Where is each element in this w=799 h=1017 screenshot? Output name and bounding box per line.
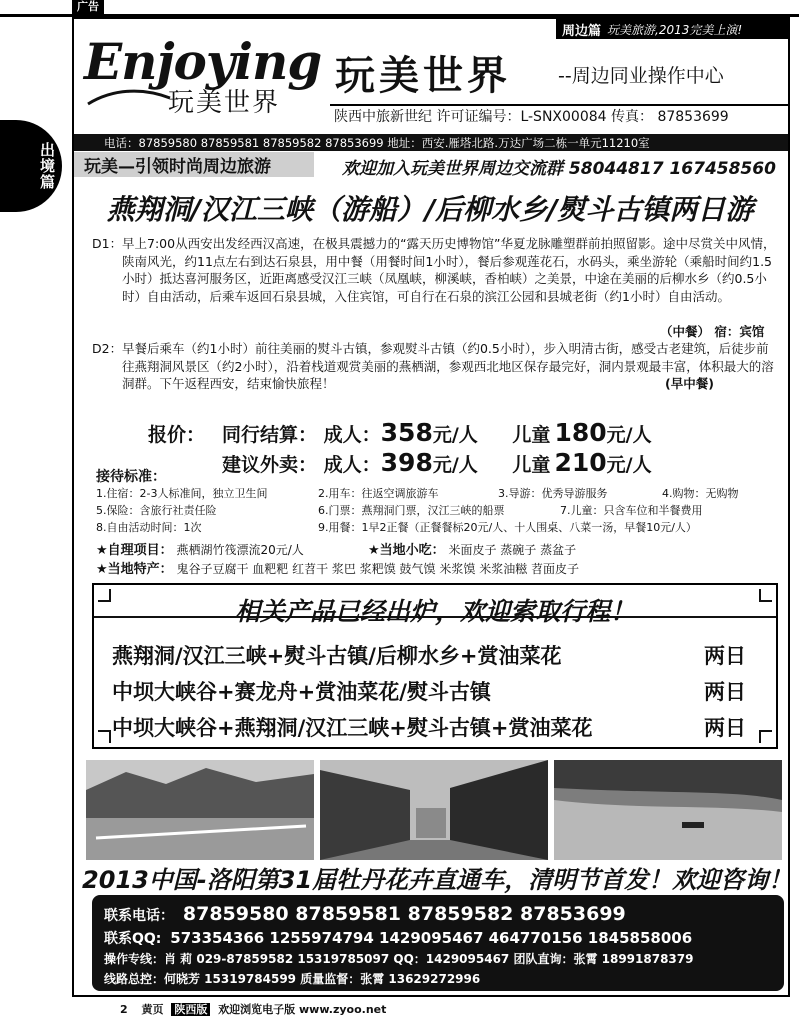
price-trade-type: 同行结算： (222, 424, 318, 446)
contact-operations-line: 操作专线：肖 莉 029-87859582 15319785097 QQ：1429095467 团队直询：张霄 18991878379 (104, 952, 694, 966)
standard-item: 1.住宿：2-3人标准间，独立卫生间 (96, 487, 268, 500)
price-unit: 元/人 (606, 454, 652, 476)
price-row-retail (222, 448, 652, 477)
footer-text[interactable]: 欢迎浏览电子版 www.zyoo.net (218, 1003, 387, 1016)
top-bar (0, 0, 799, 17)
series-label: 周边篇 (562, 23, 602, 39)
logo-script: Enjoying (84, 32, 322, 91)
day2-text: 早餐后乘车（约1小时）前往美丽的熨斗古镇，参观熨斗古镇（约0.5小时），步入明清古街，感受古老建筑，后徒步前往燕翔洞风景区（约2小时），沿着栈道观赏美丽的燕栖湖，参观西北地区保存最完好，洞内景观最丰富，体积最大的溶洞群。下午返程西安，结束愉快旅程！ (122, 341, 774, 391)
self-pay-line (96, 542, 304, 559)
contact-qq-line (104, 928, 692, 948)
logo-subtitle: 玩美世界 (168, 88, 281, 118)
snacks-line (368, 542, 576, 559)
day1-meal: （中餐） 宿：宾馆 (660, 324, 765, 339)
related-item-days: 两日 (704, 716, 746, 740)
contact-phone-label: 联系电话： (104, 908, 174, 924)
series-bar (556, 19, 788, 39)
price-adult-label: 成人： (323, 454, 381, 476)
price-child-label: 儿童 (512, 424, 551, 446)
license-line: 陕西中旅新世纪 许可证编号：L-SNX00084 传真： 87853699 (334, 109, 729, 125)
tagline: 玩美—引领时尚周边旅游 (74, 152, 314, 177)
bottom-banner: 2013中国-洛阳第31届牡丹花卉直通车，清明节首发！欢迎咨询！ (82, 866, 793, 894)
related-item[interactable]: 中坝大峡谷+燕翔洞/汉江三峡+熨斗古镇+赏油菜花 (112, 716, 593, 740)
price-trade-child: 180 (554, 418, 607, 447)
photo-old-town (320, 760, 548, 860)
price-adult-label: 成人： (323, 424, 381, 446)
side-tab-label: 出境篇 (38, 142, 56, 190)
price-row-trade (222, 418, 652, 447)
footer-section: 黄页 (141, 1003, 164, 1016)
contact-box (92, 895, 784, 991)
group-text: 欢迎加入玩美世界周边交流群 58044817 167458560 (342, 159, 776, 179)
standard-item: 3.导游：优秀导游服务 (498, 487, 608, 500)
snacks-text: 米面皮子 蒸碗子 蒸盆子 (448, 543, 577, 557)
photo-river-lake (86, 760, 314, 860)
day1-label: D1： (92, 236, 123, 251)
footer (120, 1001, 386, 1017)
specialties-text: 鬼谷子豆腐干 血粑粑 红苕干 浆巴 浆粑馍 鼓气馍 米浆馍 米浆油糍 苕面皮子 (176, 562, 580, 576)
series-slogan: 玩美旅游,2013完美上演! (607, 22, 743, 37)
self-pay-text: 燕栖湖竹筏漂流20元/人 (176, 543, 304, 557)
contact-phones[interactable]: 87859580 87859581 87859582 87853699 (182, 903, 626, 925)
contact-control-line: 线路总控：何晓芳 15319784599 质量监督：张霄 13629272996 (104, 972, 481, 986)
snacks-label: ★当地小吃： (368, 543, 445, 558)
related-item-days: 两日 (704, 680, 746, 704)
logo-swoosh-icon (84, 84, 174, 110)
ad-tag: 广告 (72, 0, 104, 14)
self-pay-label: ★自理项目： (96, 543, 173, 558)
specialties-label: ★当地特产： (96, 562, 173, 577)
price-child-label: 儿童 (512, 454, 551, 476)
brand-title: 玩美世界 (335, 53, 511, 99)
day1 (92, 235, 780, 305)
route-title: 燕翔洞/汉江三峡（游船）/后柳水乡/熨斗古镇两日游 (106, 193, 754, 226)
standard-item: 2.用车：往返空调旅游车 (318, 487, 439, 500)
brand-divider (330, 104, 788, 106)
price-retail-child: 210 (554, 448, 607, 477)
standard-item: 4.购物：无购物 (662, 487, 739, 500)
day2-label: D2： (92, 341, 123, 356)
price-retail-type: 建议外卖： (222, 454, 318, 476)
price-trade-adult: 358 (380, 418, 433, 447)
price-unit: 元/人 (432, 454, 478, 476)
contact-strip: 电话：87859580 87859581 87859582 87853699 地址：西安.雁塔北路.万达广场二栋一单元11210室 (74, 134, 788, 151)
standard-item: 9.用餐：1早2正餐（正餐餐标20元/人、十人围桌、八菜一汤，早餐10元/人） (318, 521, 697, 534)
related-heading: 相关产品已经出炉，欢迎索取行程！ (234, 597, 635, 626)
related-item[interactable]: 中坝大峡谷+赛龙舟+赏油菜花/熨斗古镇 (112, 680, 491, 704)
specialties-line (96, 561, 579, 578)
photo-gorge-boat (554, 760, 782, 860)
contact-qq-label: 联系QQ: (104, 931, 162, 947)
price-unit: 元/人 (432, 424, 478, 446)
footer-page: 2 (120, 1003, 128, 1016)
side-tab-outbound[interactable] (0, 120, 62, 212)
brand-subtitle: --周边同业操作中心 (558, 65, 724, 87)
price-label: 报价： (148, 424, 206, 446)
standard-item: 8.自由活动时间：1次 (96, 521, 202, 534)
related-item[interactable]: 燕翔洞/汉江三峡+熨斗古镇/后柳水乡+赏油菜花 (112, 644, 562, 668)
contact-phone-line (104, 903, 626, 925)
standards-title: 接待标准： (96, 469, 166, 485)
standard-item: 6.门票：燕翔洞门票，汉江三峡的船票 (318, 504, 505, 517)
footer-mag: 陕西版 (171, 1003, 210, 1016)
standard-item: 7.儿童：只含车位和半餐费用 (560, 504, 703, 517)
related-item-days: 两日 (704, 644, 746, 668)
day2-meal: (早中餐) (665, 376, 714, 391)
price-retail-adult: 398 (380, 448, 433, 477)
price-unit: 元/人 (606, 424, 652, 446)
standard-item: 5.保险：含旅行社责任险 (96, 504, 217, 517)
contact-qqs[interactable]: 573354366 1255974794 1429095467 464770156 1845858006 (170, 929, 693, 947)
day1-text: 早上7:00从西安出发经西汉高速，在极具震撼力的“露天历史博物馆”华夏龙脉雕塑群前拍照留影。途中尽赏关中风情，陕南风光，约11点左右到达石泉县，用中餐（用餐时间1小时），餐后参观莲花石，水码头，乘坐游轮（乘船时间约1.5小时）抵达喜河服务区，近距离感受汉江三峡（凤凰峡，柳溪峡，香柏峡）之美景，中途在美丽的后柳水乡（约0.5小时）自由活动，后乘车返回石泉县城，入住宾馆，可自行在石泉的滨江公园和县城老街（约1小时）自由活动。 (122, 236, 776, 304)
